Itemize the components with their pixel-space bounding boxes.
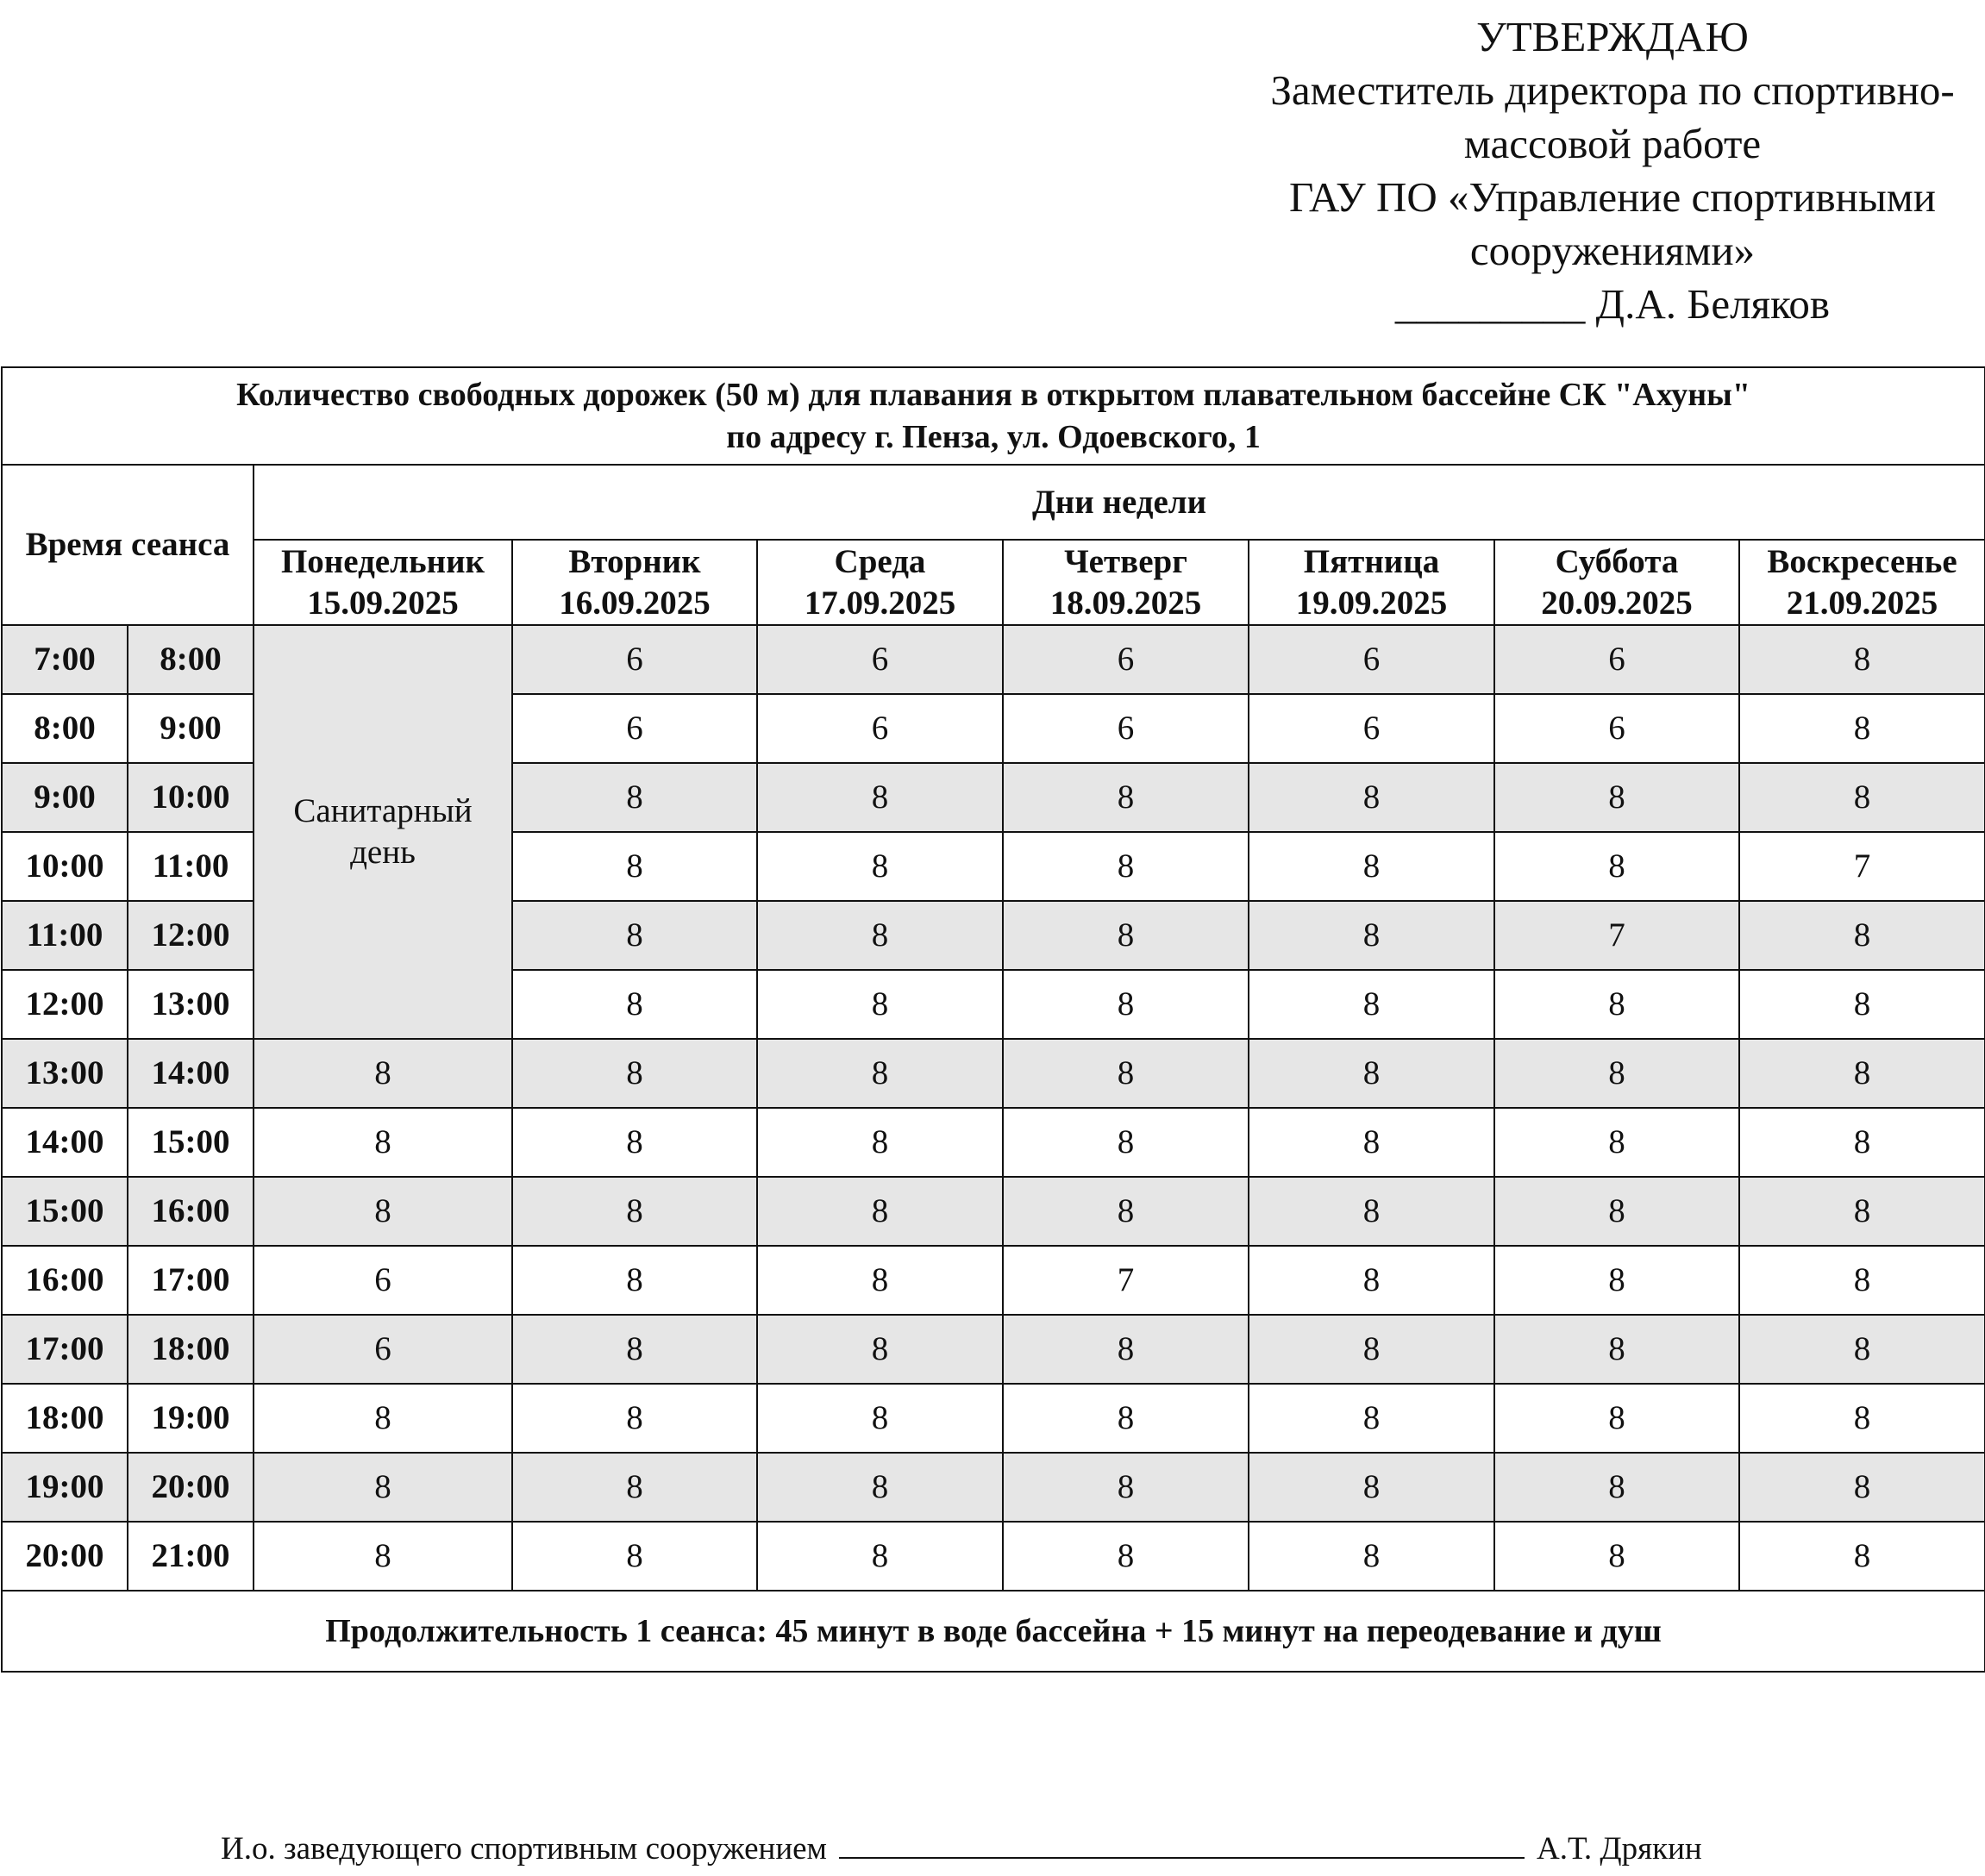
lane-count-cell: 8 bbox=[254, 1384, 512, 1453]
lane-count-cell: 8 bbox=[1494, 763, 1739, 832]
lane-count-cell: 6 bbox=[512, 694, 757, 763]
lane-count-cell: 8 bbox=[1494, 1453, 1739, 1522]
lane-count-cell: 6 bbox=[512, 625, 757, 694]
lane-count-cell: 8 bbox=[757, 1039, 1003, 1108]
lane-count-cell: 8 bbox=[512, 832, 757, 901]
lane-count-cell: 8 bbox=[1494, 1246, 1739, 1315]
lane-count-cell: 8 bbox=[1249, 1246, 1494, 1315]
session-end-time: 15:00 bbox=[128, 1108, 254, 1177]
table-row bbox=[2, 1246, 1985, 1315]
day-header bbox=[512, 540, 757, 625]
day-header bbox=[757, 540, 1003, 625]
day-date: 17.09.2025 bbox=[804, 584, 956, 622]
day-name: Суббота bbox=[1555, 542, 1679, 580]
session-end-time: 12:00 bbox=[128, 901, 254, 970]
signature-block bbox=[221, 1824, 1773, 1870]
lane-count-cell: 8 bbox=[512, 1039, 757, 1108]
lane-count-cell: 7 bbox=[1003, 1246, 1249, 1315]
lane-count-cell: 8 bbox=[1249, 1039, 1494, 1108]
session-end-time: 16:00 bbox=[128, 1177, 254, 1246]
lane-count-cell: 8 bbox=[1494, 1384, 1739, 1453]
lane-count-cell: 8 bbox=[757, 1108, 1003, 1177]
lane-count-cell: 8 bbox=[254, 1039, 512, 1108]
schedule-table bbox=[1, 366, 1985, 1673]
approval-line: сооружениями» bbox=[1469, 227, 1756, 274]
day-header bbox=[1739, 540, 1985, 625]
lane-count-cell: 8 bbox=[1739, 901, 1985, 970]
lane-count-cell: 8 bbox=[512, 970, 757, 1039]
table-row bbox=[2, 1522, 1985, 1591]
lane-count-cell: 8 bbox=[1003, 1039, 1249, 1108]
lane-count-cell: 8 bbox=[757, 1177, 1003, 1246]
lane-count-cell: 6 bbox=[757, 694, 1003, 763]
lane-count-cell: 8 bbox=[254, 1108, 512, 1177]
lane-count-cell: 8 bbox=[1249, 763, 1494, 832]
session-start-time: 17:00 bbox=[2, 1315, 128, 1384]
lane-count-cell: 8 bbox=[1494, 970, 1739, 1039]
approval-heading: УТВЕРЖДАЮ bbox=[1476, 13, 1749, 60]
table-row bbox=[2, 625, 1985, 694]
lane-count-cell: 6 bbox=[254, 1315, 512, 1384]
lane-count-cell: 8 bbox=[1739, 694, 1985, 763]
lane-count-cell: 8 bbox=[512, 763, 757, 832]
day-name: Воскресенье bbox=[1767, 542, 1957, 580]
day-header bbox=[1249, 540, 1494, 625]
lane-count-cell: 8 bbox=[757, 1315, 1003, 1384]
lane-count-cell: 8 bbox=[1739, 1039, 1985, 1108]
lane-count-cell: 8 bbox=[1249, 1315, 1494, 1384]
signature-line bbox=[839, 1824, 1525, 1859]
lane-count-cell: 8 bbox=[757, 1246, 1003, 1315]
time-header: Время сеанса bbox=[2, 465, 254, 625]
approval-line: массовой работе bbox=[1463, 120, 1762, 167]
lane-count-cell: 8 bbox=[757, 832, 1003, 901]
session-end-time: 19:00 bbox=[128, 1384, 254, 1453]
lane-count-cell: 8 bbox=[512, 1246, 757, 1315]
session-start-time: 13:00 bbox=[2, 1039, 128, 1108]
session-end-time: 13:00 bbox=[128, 970, 254, 1039]
lane-count-cell: 8 bbox=[1494, 832, 1739, 901]
lane-count-cell: 6 bbox=[1003, 694, 1249, 763]
lane-count-cell: 8 bbox=[1003, 763, 1249, 832]
lane-count-cell: 7 bbox=[1739, 832, 1985, 901]
day-date: 19.09.2025 bbox=[1295, 584, 1448, 622]
day-name: Понедельник bbox=[280, 542, 485, 580]
lane-count-cell: 8 bbox=[1494, 1522, 1739, 1591]
lane-count-cell: 8 bbox=[512, 1177, 757, 1246]
day-header bbox=[1003, 540, 1249, 625]
session-start-time: 19:00 bbox=[2, 1453, 128, 1522]
lane-count-cell: 8 bbox=[1249, 1108, 1494, 1177]
lane-count-cell: 8 bbox=[1003, 1453, 1249, 1522]
lane-count-cell: 8 bbox=[1739, 1453, 1985, 1522]
table-row bbox=[2, 1384, 1985, 1453]
lane-count-cell: 6 bbox=[1003, 625, 1249, 694]
sanitary-day-cell bbox=[254, 625, 512, 1039]
lane-count-cell: 8 bbox=[1249, 901, 1494, 970]
session-end-time: 20:00 bbox=[128, 1453, 254, 1522]
lane-count-cell: 8 bbox=[512, 901, 757, 970]
lane-count-cell: 8 bbox=[1739, 1384, 1985, 1453]
session-start-time: 18:00 bbox=[2, 1384, 128, 1453]
table-row bbox=[2, 1315, 1985, 1384]
lane-count-cell: 8 bbox=[757, 1522, 1003, 1591]
lane-count-cell: 8 bbox=[757, 1453, 1003, 1522]
session-start-time: 10:00 bbox=[2, 832, 128, 901]
table-title-line: Количество свободных дорожек (50 м) для плавания в открытом плавательном бассейне СК "Ахуны" bbox=[236, 376, 1750, 413]
lane-count-cell: 8 bbox=[1739, 1108, 1985, 1177]
lane-count-cell: 8 bbox=[1003, 1522, 1249, 1591]
session-start-time: 9:00 bbox=[2, 763, 128, 832]
table-row bbox=[2, 1177, 1985, 1246]
lane-count-cell: 8 bbox=[1739, 1177, 1985, 1246]
session-start-time: 16:00 bbox=[2, 1246, 128, 1315]
approval-line: Заместитель директора по спортивно- bbox=[1270, 66, 1955, 114]
table-row bbox=[2, 1108, 1985, 1177]
session-duration-note: Продолжительность 1 сеанса: 45 минут в воде бассейна + 15 минут на переодевание и душ bbox=[2, 1591, 1985, 1672]
day-date: 21.09.2025 bbox=[1786, 584, 1938, 622]
lane-count-cell: 6 bbox=[1249, 625, 1494, 694]
day-date: 16.09.2025 bbox=[559, 584, 711, 622]
day-header bbox=[1494, 540, 1739, 625]
day-header bbox=[254, 540, 512, 625]
session-start-time: 8:00 bbox=[2, 694, 128, 763]
lane-count-cell: 6 bbox=[1494, 625, 1739, 694]
session-start-time: 14:00 bbox=[2, 1108, 128, 1177]
session-end-time: 14:00 bbox=[128, 1039, 254, 1108]
lane-count-cell: 8 bbox=[254, 1177, 512, 1246]
lane-count-cell: 8 bbox=[1003, 1108, 1249, 1177]
session-end-time: 21:00 bbox=[128, 1522, 254, 1591]
lane-count-cell: 8 bbox=[1249, 1177, 1494, 1246]
lane-count-cell: 8 bbox=[1249, 1453, 1494, 1522]
lane-count-cell: 6 bbox=[254, 1246, 512, 1315]
session-end-time: 8:00 bbox=[128, 625, 254, 694]
lane-count-cell: 8 bbox=[512, 1108, 757, 1177]
lane-count-cell: 8 bbox=[757, 901, 1003, 970]
lane-count-cell: 8 bbox=[1003, 901, 1249, 970]
day-date: 20.09.2025 bbox=[1541, 584, 1693, 622]
sanitary-day-label: день bbox=[350, 834, 416, 871]
session-start-time: 20:00 bbox=[2, 1522, 128, 1591]
lane-count-cell: 8 bbox=[1249, 1522, 1494, 1591]
lane-count-cell: 8 bbox=[1494, 1315, 1739, 1384]
lane-count-cell: 8 bbox=[757, 1384, 1003, 1453]
signature-role: И.о. заведующего спортивным сооружением bbox=[221, 1831, 827, 1867]
session-start-time: 7:00 bbox=[2, 625, 128, 694]
session-end-time: 18:00 bbox=[128, 1315, 254, 1384]
lane-count-cell: 8 bbox=[1249, 1384, 1494, 1453]
session-start-time: 11:00 bbox=[2, 901, 128, 970]
day-date: 15.09.2025 bbox=[307, 584, 459, 622]
lane-count-cell: 8 bbox=[512, 1522, 757, 1591]
lane-count-cell: 8 bbox=[1003, 832, 1249, 901]
day-date: 18.09.2025 bbox=[1049, 584, 1202, 622]
day-name: Четверг bbox=[1064, 542, 1187, 580]
lane-count-cell: 8 bbox=[1003, 970, 1249, 1039]
lane-count-cell: 6 bbox=[757, 625, 1003, 694]
table-row bbox=[2, 1039, 1985, 1108]
approval-line: ГАУ ПО «Управление спортивными bbox=[1288, 173, 1936, 221]
lane-count-cell: 8 bbox=[254, 1522, 512, 1591]
session-end-time: 10:00 bbox=[128, 763, 254, 832]
lane-count-cell: 8 bbox=[1739, 763, 1985, 832]
table-title-line: по адресу г. Пенза, ул. Одоевского, 1 bbox=[726, 418, 1261, 455]
lane-count-cell: 8 bbox=[757, 970, 1003, 1039]
lane-count-cell: 8 bbox=[1739, 970, 1985, 1039]
day-name: Вторник bbox=[568, 542, 701, 580]
sanitary-day-label: Санитарный bbox=[293, 792, 473, 829]
lane-count-cell: 8 bbox=[1003, 1384, 1249, 1453]
lane-count-cell: 8 bbox=[512, 1315, 757, 1384]
session-end-time: 17:00 bbox=[128, 1246, 254, 1315]
lane-count-cell: 8 bbox=[1494, 1177, 1739, 1246]
lane-count-cell: 8 bbox=[1739, 1246, 1985, 1315]
lane-count-cell: 8 bbox=[1739, 1522, 1985, 1591]
lane-count-cell: 6 bbox=[1494, 694, 1739, 763]
lane-count-cell: 7 bbox=[1494, 901, 1739, 970]
session-start-time: 15:00 bbox=[2, 1177, 128, 1246]
lane-count-cell: 8 bbox=[512, 1384, 757, 1453]
approval-block bbox=[1242, 10, 1983, 331]
lane-count-cell: 8 bbox=[1739, 625, 1985, 694]
lane-count-cell: 8 bbox=[1739, 1315, 1985, 1384]
signature-name: А.Т. Дрякин bbox=[1536, 1831, 1702, 1867]
days-header: Дни недели bbox=[254, 465, 1985, 540]
day-name: Пятница bbox=[1303, 542, 1440, 580]
table-row bbox=[2, 1453, 1985, 1522]
table-title bbox=[2, 367, 1985, 465]
lane-count-cell: 8 bbox=[1249, 970, 1494, 1039]
session-start-time: 12:00 bbox=[2, 970, 128, 1039]
lane-count-cell: 8 bbox=[1003, 1315, 1249, 1384]
approval-signature-line: _________ Д.А. Беляков bbox=[1394, 280, 1831, 328]
lane-count-cell: 8 bbox=[757, 763, 1003, 832]
session-end-time: 11:00 bbox=[128, 832, 254, 901]
day-name: Среда bbox=[834, 542, 926, 580]
lane-count-cell: 8 bbox=[1494, 1039, 1739, 1108]
lane-count-cell: 8 bbox=[254, 1453, 512, 1522]
lane-count-cell: 8 bbox=[1249, 832, 1494, 901]
session-end-time: 9:00 bbox=[128, 694, 254, 763]
lane-count-cell: 8 bbox=[1494, 1108, 1739, 1177]
lane-count-cell: 6 bbox=[1249, 694, 1494, 763]
lane-count-cell: 8 bbox=[1003, 1177, 1249, 1246]
lane-count-cell: 8 bbox=[512, 1453, 757, 1522]
